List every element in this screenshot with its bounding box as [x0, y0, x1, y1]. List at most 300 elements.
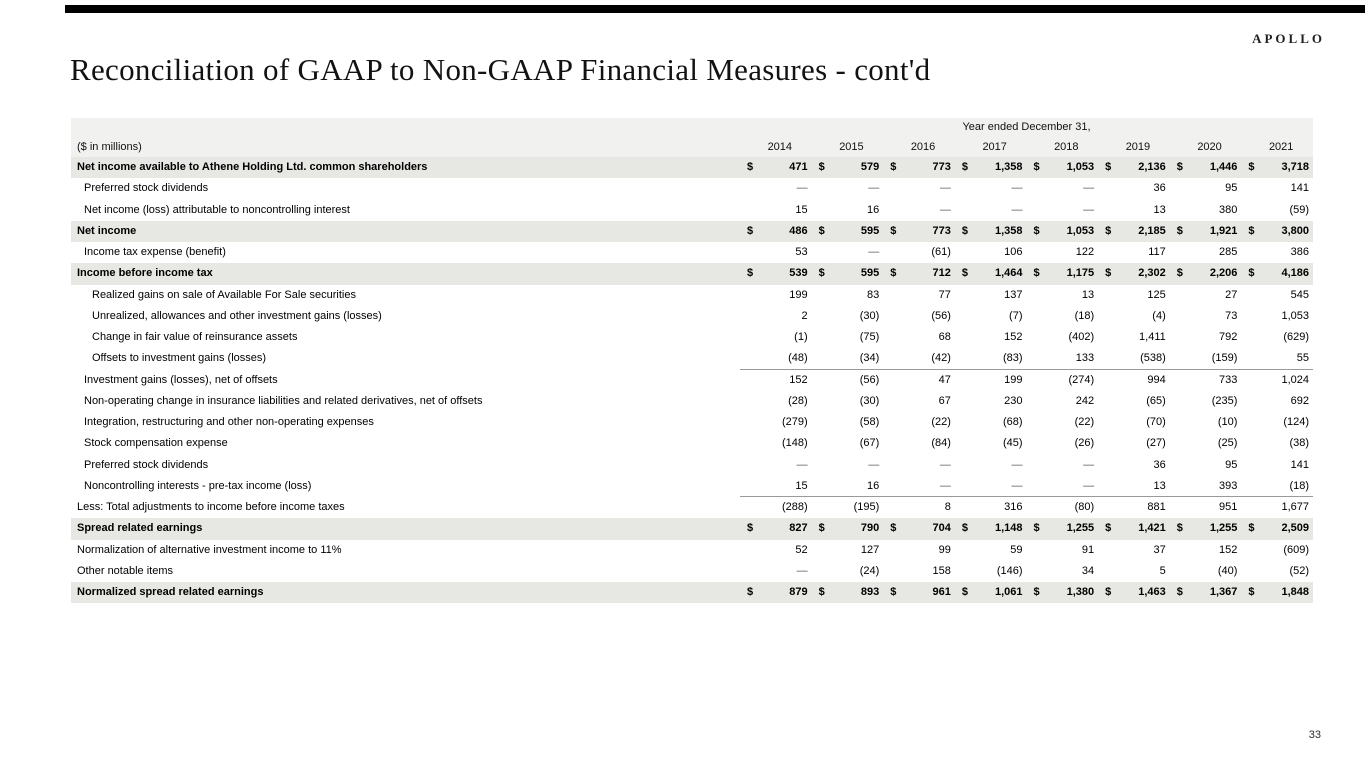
dollar-sign: $	[1248, 586, 1255, 598]
cell-value: 15	[795, 203, 808, 216]
value-cell	[1241, 178, 1313, 199]
value-cell	[740, 433, 812, 454]
cell-value: 5	[1159, 564, 1166, 577]
row-values	[740, 348, 1313, 369]
cell-value: 692	[1290, 394, 1309, 407]
cell-value: 316	[1004, 501, 1023, 513]
value-cell	[1027, 157, 1099, 178]
value-cell	[1027, 412, 1099, 433]
dollar-sign: $	[747, 267, 754, 280]
row-label: Unrealized, allowances and other investment gains (losses)	[92, 309, 382, 322]
cell-value: 106	[1004, 246, 1023, 258]
cell-value: —	[939, 479, 951, 492]
table-row	[71, 433, 1313, 454]
cell-value: 893	[860, 586, 880, 598]
value-cell	[1098, 178, 1170, 199]
cell-value: 1,255	[1066, 522, 1095, 535]
financial-table	[71, 118, 1313, 603]
value-cell	[1170, 306, 1242, 327]
value-cell	[883, 561, 955, 582]
value-cell	[1241, 412, 1313, 433]
value-cell	[812, 263, 884, 284]
cell-value: (61)	[931, 246, 951, 258]
table-row	[71, 327, 1313, 348]
cell-value: 393	[1219, 479, 1238, 492]
value-cell	[883, 582, 955, 603]
value-cell	[740, 561, 812, 582]
value-cell	[955, 221, 1027, 242]
cell-value: 16	[867, 203, 880, 216]
row-values	[740, 157, 1313, 178]
row-values	[740, 327, 1313, 348]
value-cell	[1027, 391, 1099, 412]
cell-value: —	[939, 203, 951, 216]
value-cell	[1027, 348, 1099, 369]
row-label: Realized gains on sale of Available For Sale securities	[92, 288, 356, 301]
value-cell	[1241, 455, 1313, 476]
value-cell	[1241, 285, 1313, 306]
dollar-sign: $	[818, 267, 825, 280]
value-cell	[955, 327, 1027, 348]
cell-value: (18)	[1074, 309, 1095, 322]
value-cell	[1098, 242, 1170, 263]
cell-value: 712	[932, 267, 951, 280]
cell-value: —	[796, 564, 808, 577]
value-cell	[1027, 582, 1099, 603]
value-cell	[883, 497, 955, 518]
dollar-sign: $	[818, 586, 825, 598]
table-row	[71, 476, 1313, 497]
value-cell	[1098, 200, 1170, 221]
cell-value: 67	[938, 394, 951, 407]
value-cell	[740, 327, 812, 348]
cell-value: 827	[789, 522, 808, 535]
value-cell	[1170, 518, 1242, 539]
value-cell	[1241, 561, 1313, 582]
row-label: Preferred stock dividends	[84, 182, 209, 195]
value-cell	[812, 391, 884, 412]
cell-value: 95	[1225, 182, 1238, 195]
cell-value: 137	[1004, 288, 1023, 301]
value-cell	[1098, 263, 1170, 284]
cell-value: —	[796, 182, 808, 195]
cell-value: (83)	[1002, 352, 1023, 365]
value-cell	[955, 391, 1027, 412]
cell-value: 55	[1296, 352, 1309, 365]
value-cell	[740, 178, 812, 199]
cell-value: 1,358	[994, 161, 1023, 173]
value-cell	[1241, 540, 1313, 561]
cell-value: 34	[1081, 564, 1095, 577]
value-cell	[812, 412, 884, 433]
table-row	[71, 497, 1313, 518]
value-cell	[812, 433, 884, 454]
cell-value: —	[1083, 182, 1095, 195]
dollar-sign: $	[818, 224, 825, 237]
value-cell	[1170, 285, 1242, 306]
value-cell	[883, 157, 955, 178]
table-header-years-row	[71, 137, 1313, 157]
cell-value: 1,175	[1066, 267, 1095, 280]
cell-value: 77	[938, 288, 951, 301]
value-cell	[1098, 157, 1170, 178]
cell-value: 2	[801, 309, 808, 322]
value-cell	[883, 433, 955, 454]
value-cell	[1098, 412, 1170, 433]
row-label: Income before income tax	[77, 267, 213, 280]
cell-value: 36	[1153, 182, 1166, 195]
cell-value: (56)	[859, 373, 880, 386]
cell-value: 595	[860, 224, 880, 237]
row-values	[740, 200, 1313, 221]
dollar-sign: $	[818, 161, 825, 173]
top-accent-bar	[65, 5, 1365, 13]
dollar-sign: $	[1176, 161, 1183, 173]
cell-value: —	[1083, 203, 1095, 216]
value-cell	[955, 540, 1027, 561]
dollar-sign: $	[1248, 522, 1255, 535]
cell-value: 73	[1225, 309, 1238, 322]
row-values	[740, 476, 1313, 497]
cell-value: (1)	[794, 331, 808, 343]
cell-value: (80)	[1074, 501, 1095, 513]
value-cell	[740, 455, 812, 476]
cell-value: (25)	[1217, 437, 1238, 450]
value-cell	[955, 518, 1027, 539]
cell-value: 2,302	[1138, 267, 1166, 280]
value-cell	[1027, 518, 1099, 539]
cell-value: 53	[795, 246, 808, 258]
cell-value: (34)	[859, 352, 880, 365]
dollar-sign: $	[747, 522, 754, 535]
value-cell	[812, 370, 884, 391]
value-cell	[740, 221, 812, 242]
value-cell	[812, 242, 884, 263]
value-cell	[883, 348, 955, 369]
cell-value: 380	[1219, 203, 1238, 216]
row-values	[740, 518, 1313, 539]
cell-value: 133	[1075, 352, 1095, 365]
dollar-sign: $	[890, 267, 897, 280]
value-cell	[1027, 221, 1099, 242]
cell-value: 68	[938, 331, 951, 343]
cell-value: (195)	[853, 501, 880, 513]
cell-value: (22)	[931, 416, 951, 428]
row-values	[740, 497, 1313, 518]
cell-value: (538)	[1140, 352, 1166, 365]
value-cell	[1170, 263, 1242, 284]
dollar-sign: $	[890, 224, 897, 237]
cell-value: (68)	[1002, 416, 1023, 428]
value-cell	[1170, 433, 1242, 454]
cell-value: 117	[1148, 246, 1166, 258]
value-cell	[1170, 348, 1242, 369]
value-cell	[1241, 518, 1313, 539]
value-cell	[812, 285, 884, 306]
cell-value: 4,186	[1281, 267, 1309, 280]
value-cell	[1170, 370, 1242, 391]
value-cell	[955, 242, 1027, 263]
value-cell	[740, 370, 812, 391]
value-cell	[1241, 221, 1313, 242]
dollar-sign: $	[890, 522, 897, 535]
value-cell	[883, 263, 955, 284]
value-cell	[1027, 540, 1099, 561]
cell-value: 1,677	[1281, 501, 1309, 513]
value-cell	[1170, 455, 1242, 476]
cell-value: 127	[860, 543, 880, 556]
cell-value: 47	[938, 373, 951, 386]
cell-value: 152	[1004, 331, 1023, 343]
value-cell	[1027, 476, 1099, 497]
row-values	[740, 263, 1313, 284]
value-cell	[955, 497, 1027, 518]
cell-value: 125	[1147, 288, 1166, 301]
cell-value: 2,206	[1209, 267, 1238, 280]
value-cell	[1027, 306, 1099, 327]
value-cell	[812, 178, 884, 199]
value-cell	[1098, 455, 1170, 476]
row-label: Net income available to Athene Holding Ltd. common shareholders	[77, 161, 428, 173]
row-label: Noncontrolling interests - pre-tax income (loss)	[84, 479, 312, 492]
value-cell	[883, 370, 955, 391]
value-cell	[883, 178, 955, 199]
cell-value: (70)	[1146, 416, 1166, 428]
cell-value: (65)	[1146, 394, 1166, 407]
cell-value: (274)	[1068, 373, 1095, 386]
value-cell	[1098, 561, 1170, 582]
cell-value: 13	[1153, 479, 1166, 492]
page-title: Reconciliation of GAAP to Non-GAAP Financial Measures - cont'd	[70, 52, 931, 87]
year-header: 2019	[1125, 141, 1151, 153]
dollar-sign: $	[1105, 522, 1112, 535]
cell-value: (235)	[1211, 394, 1238, 407]
value-cell	[740, 242, 812, 263]
row-label: Normalization of alternative investment income to 11%	[77, 543, 342, 556]
dollar-sign: $	[961, 224, 968, 237]
dollar-sign: $	[747, 161, 754, 173]
value-cell	[883, 518, 955, 539]
row-values	[740, 433, 1313, 454]
cell-value: (30)	[859, 394, 880, 407]
table-row	[71, 540, 1313, 561]
row-values	[740, 178, 1313, 199]
cell-value: 36	[1153, 458, 1166, 471]
cell-value: 16	[867, 479, 880, 492]
cell-value: 1,148	[994, 522, 1023, 535]
value-cell	[883, 242, 955, 263]
cell-value: 704	[932, 522, 951, 535]
dollar-sign: $	[961, 161, 968, 173]
value-cell	[1170, 412, 1242, 433]
cell-value: —	[939, 182, 951, 195]
row-values	[740, 221, 1313, 242]
year-columns	[740, 137, 1313, 157]
table-row	[71, 518, 1313, 539]
value-cell	[1170, 540, 1242, 561]
value-cell	[1241, 391, 1313, 412]
cell-value: 1,367	[1209, 586, 1238, 598]
cell-value: (75)	[859, 331, 880, 343]
cell-value: 545	[1290, 288, 1309, 301]
unit-label: ($ in millions)	[77, 141, 142, 153]
dollar-sign: $	[747, 586, 754, 598]
value-cell	[1098, 540, 1170, 561]
cell-value: 99	[938, 543, 951, 556]
cell-value: (10)	[1217, 416, 1238, 428]
value-cell	[1098, 582, 1170, 603]
value-cell	[955, 455, 1027, 476]
table-row	[71, 178, 1313, 199]
value-cell	[883, 200, 955, 221]
value-cell	[1241, 242, 1313, 263]
table-header-span-row	[71, 118, 1313, 137]
cell-value: 230	[1004, 394, 1023, 407]
cell-value: 1,446	[1209, 161, 1238, 173]
dollar-sign: $	[1033, 161, 1040, 173]
cell-value: (40)	[1217, 564, 1238, 577]
value-cell	[1027, 327, 1099, 348]
cell-value: 879	[789, 586, 808, 598]
year-ended-label: Year ended December 31,	[962, 121, 1091, 133]
value-cell	[883, 221, 955, 242]
value-cell	[812, 327, 884, 348]
cell-value: 13	[1153, 203, 1166, 216]
value-cell	[740, 540, 812, 561]
row-values	[740, 412, 1313, 433]
value-cell	[1170, 178, 1242, 199]
cell-value: (42)	[931, 352, 951, 365]
value-cell	[883, 412, 955, 433]
cell-value: 158	[932, 564, 951, 577]
row-label: Spread related earnings	[77, 522, 203, 535]
value-cell	[955, 433, 1027, 454]
cell-value: 994	[1147, 373, 1166, 386]
cell-value: (84)	[931, 437, 951, 450]
dollar-sign: $	[961, 522, 968, 535]
value-cell	[1098, 391, 1170, 412]
value-cell	[1241, 200, 1313, 221]
cell-value: (48)	[788, 352, 808, 365]
value-cell	[1170, 582, 1242, 603]
cell-value: 1,024	[1281, 373, 1309, 386]
value-cell	[1027, 497, 1099, 518]
dollar-sign: $	[818, 522, 825, 535]
value-cell	[1027, 178, 1099, 199]
value-cell	[1098, 348, 1170, 369]
value-cell	[812, 455, 884, 476]
dollar-sign: $	[961, 267, 968, 280]
value-cell	[1241, 497, 1313, 518]
row-values	[740, 455, 1313, 476]
value-cell	[1241, 433, 1313, 454]
value-cell	[740, 306, 812, 327]
cell-value: 595	[860, 267, 880, 280]
page-number: 33	[1308, 729, 1321, 741]
value-cell	[1027, 263, 1099, 284]
dollar-sign: $	[1033, 224, 1040, 237]
dollar-sign: $	[1033, 586, 1040, 598]
value-cell	[740, 582, 812, 603]
dollar-sign: $	[1248, 224, 1255, 237]
cell-value: —	[868, 182, 880, 195]
cell-value: 59	[1010, 543, 1023, 556]
value-cell	[1098, 370, 1170, 391]
year-header: 2016	[910, 141, 936, 153]
cell-value: 152	[1219, 543, 1238, 556]
dollar-sign: $	[1176, 224, 1183, 237]
row-label: Less: Total adjustments to income before income taxes	[77, 501, 345, 513]
value-cell	[740, 200, 812, 221]
value-cell	[1170, 561, 1242, 582]
year-header: 2020	[1197, 141, 1222, 153]
row-values	[740, 561, 1313, 582]
value-cell	[1241, 306, 1313, 327]
value-cell	[740, 157, 812, 178]
value-cell	[740, 412, 812, 433]
dollar-sign: $	[890, 586, 897, 598]
cell-value: —	[1083, 458, 1095, 471]
cell-value: 539	[789, 267, 808, 280]
row-values	[740, 285, 1313, 306]
row-values	[740, 370, 1313, 391]
value-cell	[955, 285, 1027, 306]
value-cell	[1098, 221, 1170, 242]
cell-value: (28)	[788, 394, 808, 407]
dollar-sign: $	[1033, 267, 1040, 280]
cell-value: 152	[789, 373, 808, 386]
value-cell	[883, 476, 955, 497]
value-cell	[812, 561, 884, 582]
table-row	[71, 582, 1313, 603]
value-cell	[1170, 476, 1242, 497]
cell-value: 579	[860, 161, 880, 173]
cell-value: —	[1011, 458, 1023, 471]
value-cell	[812, 476, 884, 497]
cell-value: 8	[944, 501, 951, 513]
dollar-sign: $	[1248, 267, 1255, 280]
row-label: Integration, restructuring and other non-operating expenses	[84, 416, 374, 428]
cell-value: —	[796, 458, 808, 471]
row-label: Net income (loss) attributable to noncontrolling interest	[84, 203, 350, 216]
cell-value: 83	[867, 288, 880, 301]
dollar-sign: $	[747, 224, 754, 237]
row-label: Stock compensation expense	[84, 437, 228, 450]
year-header: 2017	[982, 141, 1007, 153]
cell-value: —	[1011, 479, 1023, 492]
value-cell	[883, 327, 955, 348]
cell-value: (22)	[1074, 416, 1095, 428]
cell-value: 1,411	[1139, 331, 1166, 343]
value-cell	[1027, 455, 1099, 476]
value-cell	[1027, 370, 1099, 391]
cell-value: 1,421	[1138, 522, 1166, 535]
cell-value: (52)	[1289, 564, 1309, 577]
cell-value: (629)	[1283, 331, 1309, 343]
table-row	[71, 370, 1313, 391]
row-values	[740, 582, 1313, 603]
cell-value: 1,921	[1209, 224, 1238, 237]
cell-value: 773	[932, 161, 951, 173]
cell-value: —	[1011, 203, 1023, 216]
value-cell	[1098, 518, 1170, 539]
row-label: Non-operating change in insurance liabilities and related derivatives, net of offsets	[84, 394, 483, 407]
table-row	[71, 285, 1313, 306]
value-cell	[740, 348, 812, 369]
cell-value: (609)	[1283, 543, 1309, 556]
year-header: 2021	[1268, 141, 1294, 153]
value-cell	[883, 391, 955, 412]
